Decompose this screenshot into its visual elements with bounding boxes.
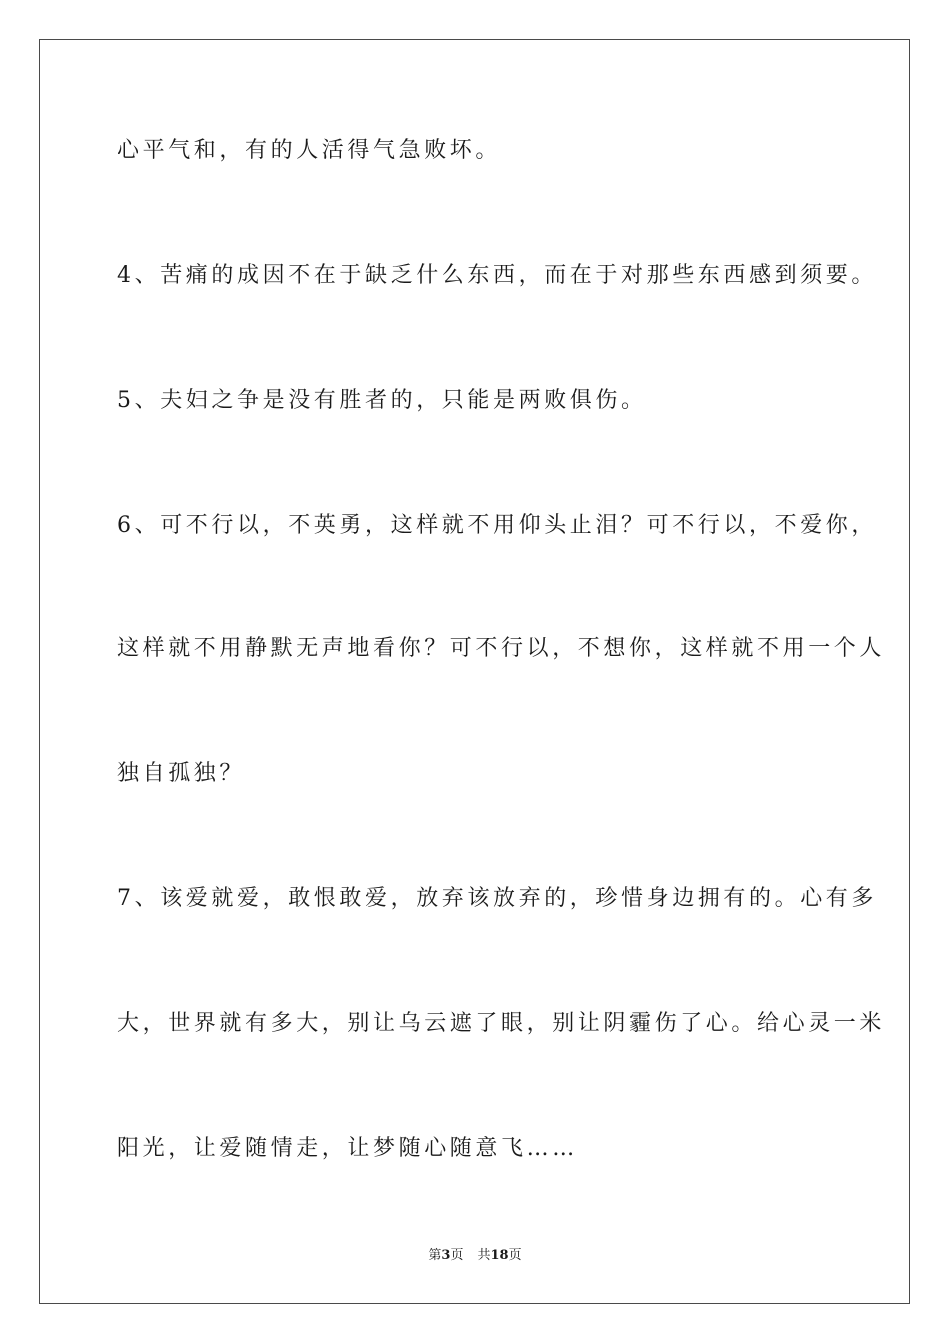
total-pages-number: 18 bbox=[490, 1248, 509, 1263]
text-line: 大，世界就有多大，别让乌云遮了眼，别让阴霾伤了心。给心灵一米 bbox=[117, 1011, 886, 1036]
text-line: 5、夫妇之争是没有胜者的，只能是两败俱伤。 bbox=[117, 388, 647, 413]
page-footer bbox=[0, 1247, 950, 1265]
text-line: 4、苦痛的成因不在于缺乏什么东西，而在于对那些东西感到须要。 bbox=[117, 263, 877, 288]
footer-page-suffix: 页 bbox=[450, 1248, 464, 1263]
footer-total-suffix: 页 bbox=[508, 1248, 522, 1263]
current-page-number: 3 bbox=[441, 1248, 451, 1263]
page-border bbox=[39, 39, 910, 1304]
text-line: 心平气和，有的人活得气急败坏。 bbox=[117, 138, 502, 163]
footer-prefix: 第 bbox=[428, 1248, 442, 1263]
text-line: 6、可不行以，不英勇，这样就不用仰头止泪？可不行以，不爱你， bbox=[117, 513, 877, 538]
text-line: 独自孤独？ bbox=[117, 761, 246, 786]
footer-total-prefix: 共 bbox=[477, 1248, 491, 1263]
text-line: 这样就不用静默无声地看你？可不行以，不想你，这样就不用一个人 bbox=[117, 636, 886, 661]
text-line: 7、该爱就爱，敢恨敢爱，放弃该放弃的，珍惜身边拥有的。心有多 bbox=[117, 886, 877, 911]
text-line: 阳光，让爱随情走，让梦随心随意飞…… bbox=[117, 1136, 578, 1161]
